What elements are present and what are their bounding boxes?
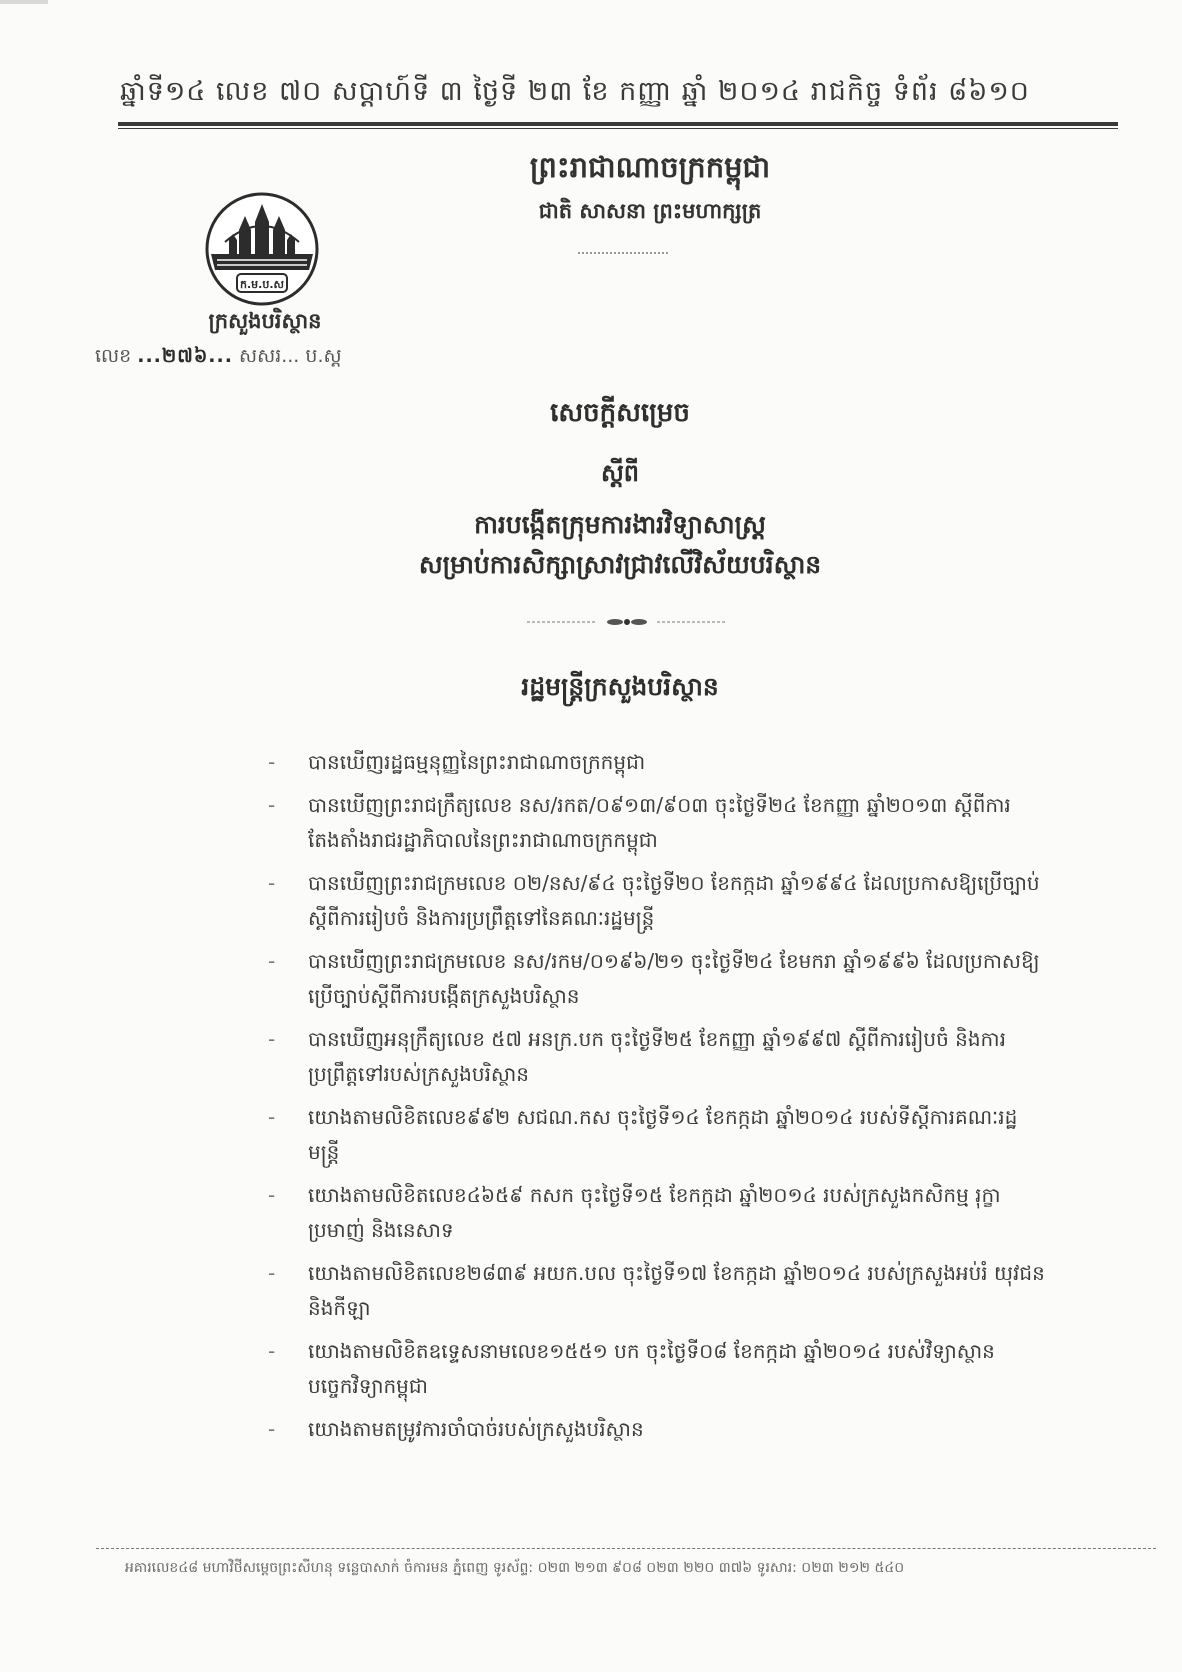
subject-word: ស្តីពី: [600, 459, 640, 487]
kingdom-motto: ជាតិ សាសនា ព្រះមហាក្សត្រ: [538, 199, 762, 223]
ministry-emblem-icon: [203, 190, 321, 308]
subject-line-2: សម្រាប់ការសិក្សាស្រាវជ្រាវលើវិស័យបរិស្ថាន: [418, 550, 822, 579]
document-type: សេចក្តីសម្រេច: [550, 398, 690, 428]
gazette-header: ឆ្នាំទី១៤ លេខ ៧០ សប្តាហ៍ទី ៣ ថ្ងៃទី ២៣ ខែ កញ្ញា ឆ្នាំ ២០១៤ រាជកិច្ច ទំព័រ ៨៦១០: [120, 76, 1030, 107]
preamble-list: [268, 745, 1048, 1455]
preamble-item: - បានឃើញព្រះរាជក្រឹត្យលេខ នស/រកត/០៩១៣/៩០៣ ចុះថ្ងៃទី២៤ ខែកញ្ញា ឆ្នាំ២០១៣ ស្តីពីការតែងតាំងរាជរដ្ឋាភិបាលនៃព្រះរាជាណាចក្រកម្ពុជា: [268, 793, 1011, 852]
ornament-divider: [527, 618, 727, 626]
header-rule-thin: [118, 128, 1118, 129]
subject-line-1: ការបង្កើតក្រុមការងារវិទ្យាសាស្ត្រ: [474, 510, 766, 539]
kingdom-title: ព្រះរាជាណាចក្រកម្ពុជា: [529, 150, 771, 184]
ref-prefix: លេខ: [95, 345, 132, 367]
reference-number: [95, 344, 425, 372]
scan-artifact: [0, 0, 48, 4]
ref-number: ...២៧៦...: [137, 345, 233, 367]
preamble-item: - បានឃើញព្រះរាជក្រមលេខ ០២/នស/៩៤ ចុះថ្ងៃទី២០ ខែកក្កដា ឆ្នាំ១៩៩៤ ដែលប្រកាសឱ្យប្រើច្បាប់ស្តីពីការរៀបចំ និងការប្រព្រឹត្តទៅនៃគណៈរដ្ឋមន្ត្រី: [268, 871, 1040, 930]
header-rule-thick: [118, 122, 1118, 126]
preamble-item: - យោងតាមលិខិតឧទ្ទេសនាមលេខ១៥៥១ បក ចុះថ្ងៃទី០៨ ខែកក្កដា ឆ្នាំ២០១៤ របស់វិទ្យាស្ថានបច្ចេកវិទ្យាកម្ពុជា: [268, 1339, 995, 1398]
preamble-item: - បានឃើញព្រះរាជក្រមលេខ នស/រកម/០១៩៦/២១ ចុះថ្ងៃទី២៤ ខែមករា ឆ្នាំ១៩៩៦ ដែលប្រកាសឱ្យប្រើច្បាប់ស្តីពីការបង្កើតក្រសួងបរិស្ថាន: [268, 949, 1040, 1008]
issuer-name: ក្រសួងបរិស្ថាន: [208, 309, 322, 333]
footer-rule: [96, 1548, 1156, 1549]
emblem-text: ក.ម.ប.ស: [240, 278, 284, 291]
footer-address: អគារលេខ៤៨ មហាវិថីសម្តេចព្រះសីហនុ ទន្លេបាសាក់ ចំការមន ភ្នំពេញ ទូរស័ព្ទ: ០២៣ ២១៣ ៩០៨ ០២៣ ២២០ ៣៧៦ ទូរសារ: ០២៣ ២១២ ៥៤០: [125, 1560, 905, 1576]
preamble-item: - បានឃើញរដ្ឋធម្មនុញ្ញនៃព្រះរាជាណាចក្រកម្ពុជា: [268, 750, 646, 774]
preamble-item: - បានឃើញអនុក្រឹត្យលេខ ៥៧ អនក្រ.បក ចុះថ្ងៃទី២៥ ខែកញ្ញា ឆ្នាំ១៩៩៧ ស្តីពីការរៀបចំ និងការប្រព្រឹត្តទៅរបស់ក្រសួងបរិស្ថាន: [268, 1027, 1006, 1086]
ref-suffix: សសរ... ប.ស្ត: [239, 345, 342, 367]
preamble-item: - យោងតាមលិខិតលេខ៩៩២ សជណ.កស ចុះថ្ងៃទី១៤ ខែកក្កដា ឆ្នាំ២០១៤ របស់ទីស្តីការគណៈរដ្ឋមន្ត្រី: [268, 1105, 1018, 1164]
minister-title: រដ្ឋមន្ត្រីក្រសួងបរិស្ថាន: [521, 672, 719, 701]
preamble-item: - យោងតាមលិខិតលេខ៤៦៥៩ កសក ចុះថ្ងៃទី១៥ ខែកក្កដា ឆ្នាំ២០១៤ របស់ក្រសួងកសិកម្ម រុក្ខាប្រមាញ់ និងនេសាទ: [268, 1183, 1001, 1242]
motto-ornament: [578, 252, 668, 256]
preamble-item: - យោងតាមលិខិតលេខ២៨៣៩ អយក.បល ចុះថ្ងៃទី១៧ ខែកក្កដា ឆ្នាំ២០១៤ របស់ក្រសួងអប់រំ យុវជន និងកីឡា: [268, 1261, 1045, 1320]
preamble-item: - យោងតាមតម្រូវការចាំបាច់របស់ក្រសួងបរិស្ថាន: [268, 1417, 644, 1441]
